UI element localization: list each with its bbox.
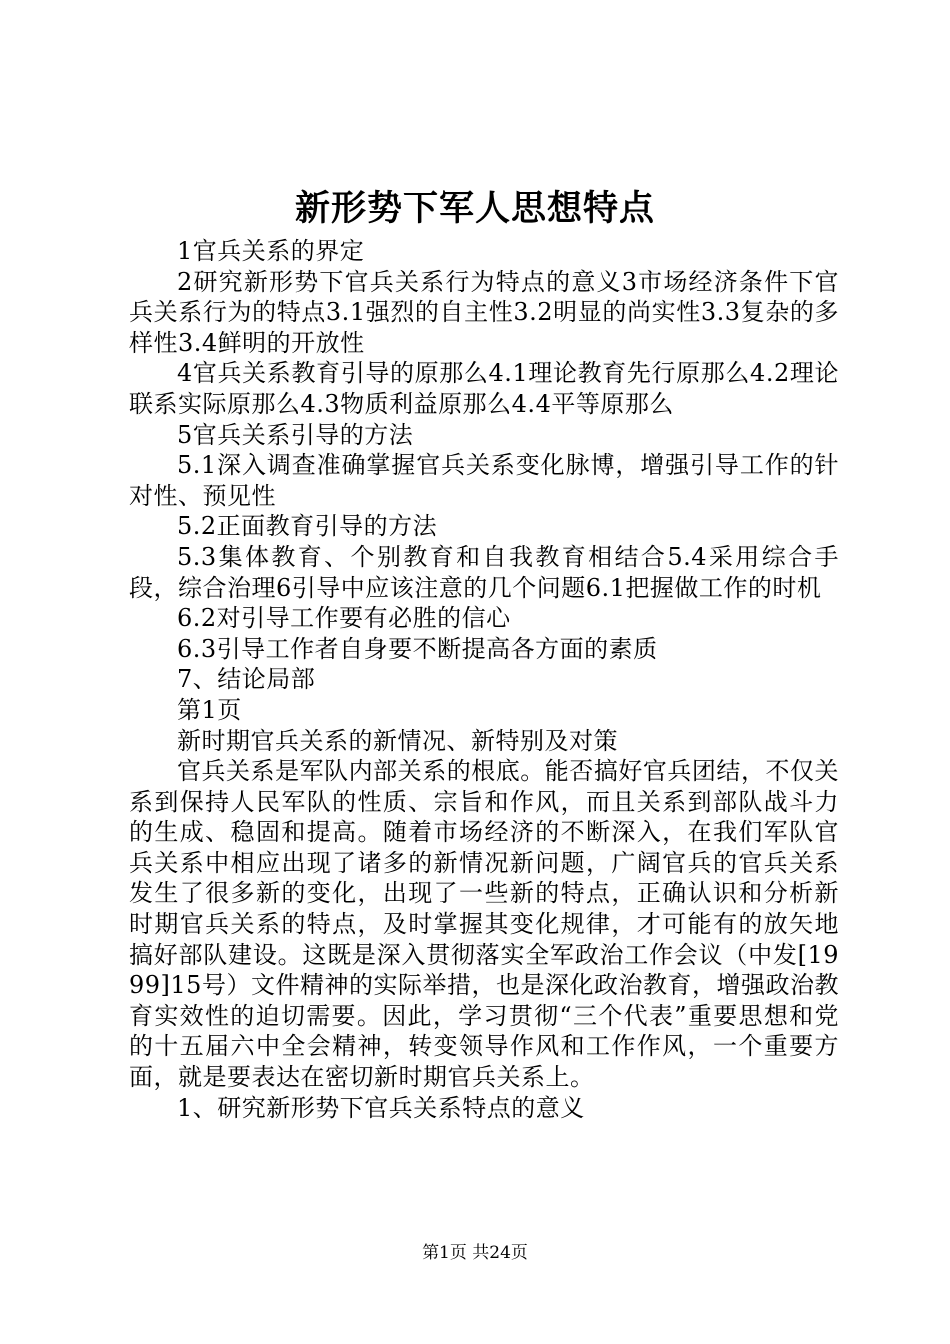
paragraph: 4官兵关系教育引导的原那么4.1理论教育先行原那么4.2理论联系实际原那么4.3物质利益原那么4.4平等原那么 bbox=[129, 359, 839, 418]
paragraph: 第1页 bbox=[177, 695, 242, 724]
paragraph: 5.2正面教育引导的方法 bbox=[177, 512, 438, 541]
paragraph: 5.3集体教育、个别教育和自我教育相结合5.4采用综合手段，综合治理6引导中应该注意的几个问题6.1把握做工作的时机 bbox=[129, 542, 839, 602]
paragraph: 1、研究新形势下官兵关系特点的意义 bbox=[177, 1093, 585, 1122]
paragraph: 6.2对引导工作要有必胜的信心 bbox=[177, 604, 511, 633]
paragraph: 7、结论局部 bbox=[177, 665, 316, 694]
paragraph: 5官兵关系引导的方法 bbox=[177, 420, 414, 449]
document-title: 新形势下军人思想特点 bbox=[294, 188, 655, 229]
paragraph: 1官兵关系的界定 bbox=[177, 237, 365, 265]
paragraph: 6.3引导工作者自身要不断提高各方面的素质 bbox=[177, 634, 658, 663]
paragraph: 新时期官兵关系的新情况、新特别及对策 bbox=[177, 726, 618, 755]
paragraph: 2研究新形势下官兵关系行为特点的意义3市场经济条件下官兵关系行为的特点3.1强烈的自主性3.2明显的尚实性3.3复杂的多样性3.4鲜明的开放性 bbox=[129, 267, 839, 357]
paragraph: 5.1深入调查准确掌握官兵关系变化脉博，增强引导工作的针对性、预见性 bbox=[129, 451, 839, 510]
document-body bbox=[129, 236, 839, 1123]
page-footer: 第1页 共24页 bbox=[422, 1243, 528, 1263]
paragraph: 官兵关系是军队内部关系的根底。能否搞好官兵团结，不仅关系到保持人民军队的性质、宗旨和作风，而且关系到部队战斗力的生成、稳固和提高。随着市场经济的不断深入，在我们军队官兵关系中相应出现了诸多的新情况新问题，广阔官兵的官兵关系发生了很多新的变化，出现了一些新的特点，正确认识和分析新时期官兵关系的特点，及时掌握其变化规律，才可能有的放矢地搞好部队建设。这既是深入贯彻落实全军政治工作会议（中发[1999]15号）文件精神的实际举措，也是深化政治教育，增强政治教育实效性的迫切需要。因此，学习贯彻“三个代表”重要思想和党的十五届六中全会精神，转变领导作风和工作作风，一个重要方面，就是要表达在密切新时期官兵关系上。 bbox=[129, 757, 839, 1092]
